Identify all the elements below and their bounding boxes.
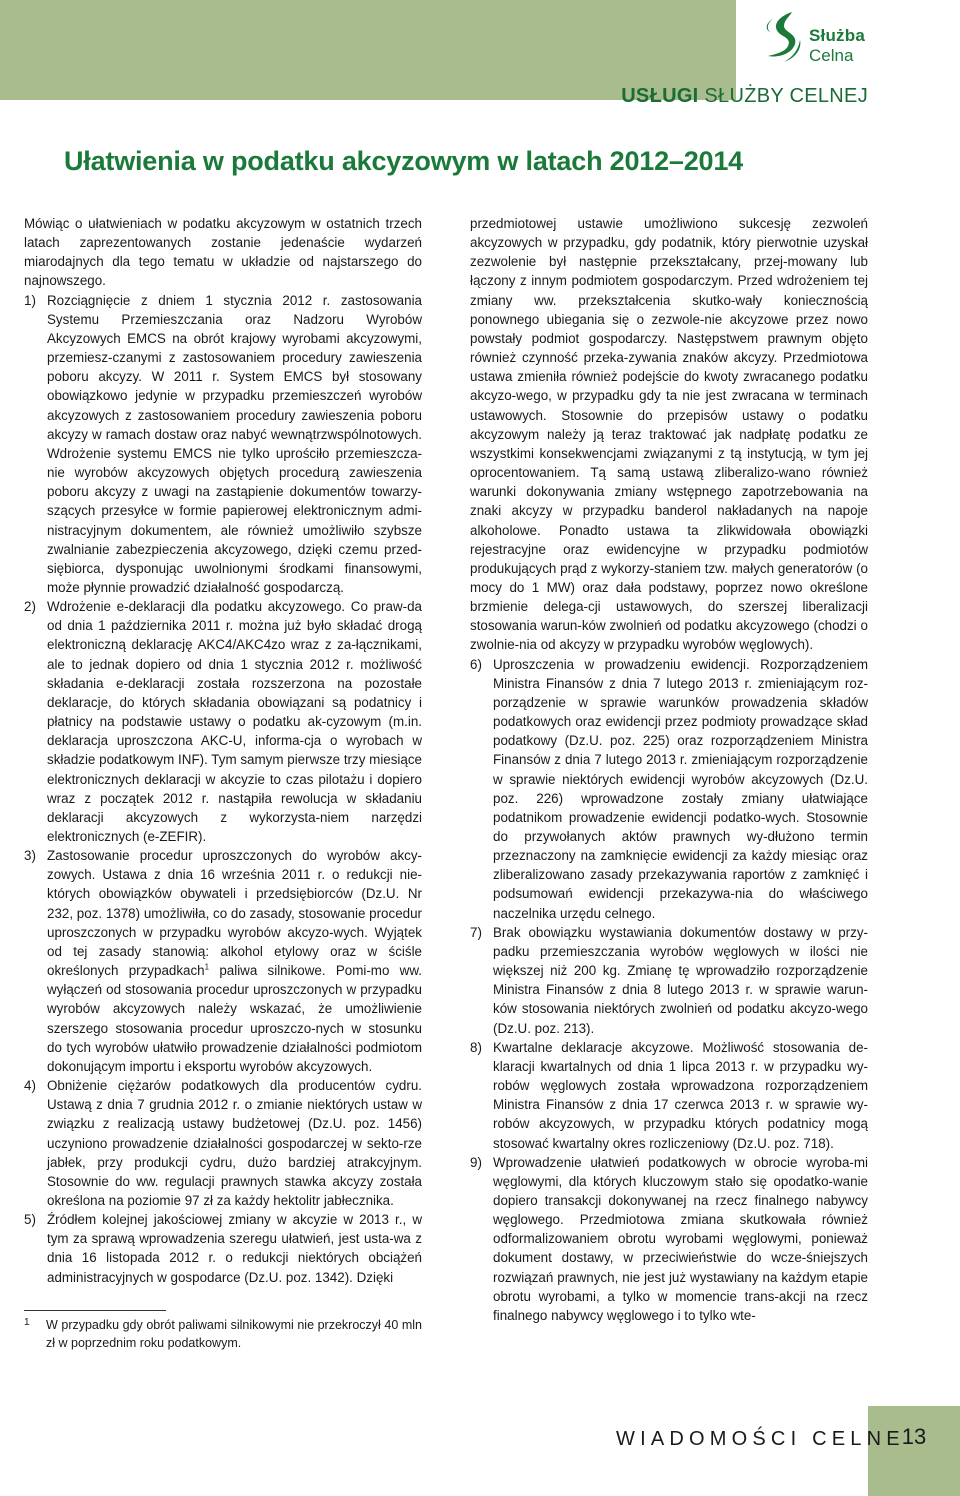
magazine-name: WIADOMOŚCI CELNE xyxy=(616,1428,905,1450)
section-label xyxy=(621,85,868,108)
list-number: 4) xyxy=(24,1078,36,1094)
list-text: Brak obowiązku wystawiania dokumentów dostawy w przy-padku przemieszczania wyrobów węglowych w ilości nie większej niż 200 kg. Zmianę tę wprowadziło rozporządzenie Ministra Finansów z dnia 8 lutego 2013 r. w sprawie warun-ków stosowania niektórych zwolnień od podatku akcyzo-wego (Dz.U. poz. 213). xyxy=(493,924,868,1036)
footnote-mark: 1 xyxy=(24,1317,30,1328)
page-number: 13 xyxy=(901,1424,927,1449)
list-number: 8) xyxy=(470,1039,482,1055)
list-text: Wdrożenie e-deklaracji dla podatku akcyzowego. Co praw-da od dnia 1 października 2011 r. można już było składać drogą elektroniczną deklarację AKC4/AKC4zo wraz z za-łącznikami, ale to jednak dopiero od dnia 1 stycznia 2012 r. możliwość składania e-deklaracji została rozszerzona na pozostałe deklaracje, do których składania obowiązani są podatnicy i płatnicy na podstawie ustawy o podatku ak-cyzowym (m.in. deklaracja uproszczona AKC-U, informa-cja o wyrobach w składzie podatkowym INF). Tym samym pierwsze trzy miesiące elektronicznych deklaracji w akcyzie to czas pilotażu i dopiero wraz z początek 2012 r. nastąpiła rewolucja w składaniu deklaracji akcyzowych z wykorzysta-niem narzędzi elektronicznych (e-ZEFIR). xyxy=(47,599,422,844)
footnote-divider xyxy=(24,1310,166,1311)
list-item xyxy=(24,1076,422,1210)
section-label-bold: USŁUGI xyxy=(621,85,699,107)
list-text: Zastosowanie procedur uproszczonych do wyrobów akcy-zowych. Ustawa z dnia 16 września 2011 r. o redukcji nie-których obowiązków obywateli i przedsiębiorców (Dz.U. Nr 232, poz. 1378) umożliwiła, co do zasady, stosowanie procedur uproszczonych w przypadku wyrobów akcyzo-wych. Wyjątek od tej zasady stanowią: alkohol etylowy oraz w ściśle określonych przypadkach xyxy=(47,848,422,979)
list-text: Wprowadzenie ułatwień podatkowych w obrocie wyroba-mi węglowymi, dla których kluczowym stało się opodatko-wanie dopiero transakcji dokonywanej na rzecz finalnego nabywcy węglowego. Przedmiotowa zmiana skutkowała również odformalizowaniem obrotu wyrobami węglowymi, ponieważ dokument dostawy, w przeciwieństwie do wcze-śniejszych rozwiązań prawnych, nie jest już wystawiany na każdym etapie obrotu wyrobami, a tylko w momencie trans-akcji na rzecz finalnego nabywcy węglowego i to tylko wte- xyxy=(493,1154,868,1323)
footnote-ref: 1 xyxy=(204,962,210,972)
left-column xyxy=(24,214,422,1287)
intro-paragraph: Mówiąc o ułatwieniach w podatku akcyzowym w ostatnich trzech latach zaprezentowanych zostanie jedenaście wydarzeń miarodajnych dla tego tematu w układzie od najstarszego do najnowszego. xyxy=(24,216,422,289)
list-item xyxy=(24,291,422,598)
list-text-cont: paliwa silnikowe. Pomi-mo ww. wyłączeń od stosowania procedur uproszczonych w przypadku wyrobów akcyzowych należy wskazać, że umożliwienie szerszego stosowania procedur uproszczo-nych w stosunku do tych wyrobów ułatwiło prowadzenie działalności podmiotom dokonującym importu i eksportu wyrobów akcyzowych. xyxy=(47,963,422,1074)
footer-band xyxy=(868,1406,960,1496)
right-column xyxy=(470,214,868,1325)
list-number: 5) xyxy=(24,1212,36,1228)
list-number: 6) xyxy=(470,656,482,672)
list-item xyxy=(24,1210,422,1287)
list-text: Uproszczenia w prowadzeniu ewidencji. Rozporządzeniem Ministra Finansów z dnia 7 lutego 2013 r. zmieniającym roz-porządzenie w sprawie warunków prowadzenia składów podatkowych oraz ewidencji przez podmioty prowadzące skład podatkowy (Dz.U. poz. 225) oraz rozporządzeniem Ministra Finansów z dnia 7 lutego 2013 r. zmieniającym rozporządzenie w sprawie niektórych ewidencji wyrobów akcyzowych (Dz.U. poz. 226) wprowadzone zostały zmiany ułatwiające podatnikom prowadzenie ewidencji podatko-wych. Stosownie do przywołanych aktów prawnych wy-dłużono termin przeznaczony na zamknięcie ewidencji za każdy miesiąc oraz zliberalizowano zasady przekazywania raportów z zamknięć i podsumowań ewidencji przekazywa-nia do właściwego naczelnika urzędu celnego. xyxy=(493,656,868,921)
list-text: Obniżenie ciężarów podatkowych dla producentów cydru. Ustawą z dnia 7 grudnia 2012 r. o zmianie niektórych ustaw w związku z realizacją ustawy budżetowej (Dz.U. poz. 1456) uczyniono prowadzenie działalności gospodarczej w sekto-rze jabłek, przy produkcji cydru, dużo bardziej atrakcyjnym. Stosownie do ww. regulacji prawnych stawka akcyzy została określona na poziomie 97 zł za każdy hektolitr jabłecznika. xyxy=(47,1078,422,1208)
sluzba-celna-logo-icon xyxy=(762,10,804,66)
list-number: 9) xyxy=(470,1154,482,1170)
list-text: Źródłem kolejnej jakościowej zmiany w akcyzie w 2013 r., w tym za sprawą wprowadzenia szeregu ułatwień, jest usta-wa z dnia 16 listopada 2012 r. o redukcji niektórych obciążeń administracyjnych w gospodarce (Dz.U. poz. 1342). Dzięki xyxy=(47,1212,422,1285)
list-number: 3) xyxy=(24,848,36,864)
section-label-rest: SŁUŻBY CELNEJ xyxy=(698,85,868,107)
list-item xyxy=(470,1153,868,1325)
logo-line2: Celna xyxy=(809,46,854,65)
list-number: 2) xyxy=(24,599,36,615)
list-item xyxy=(470,923,868,1038)
list-number: 7) xyxy=(470,924,482,940)
footnote-text: W przypadku gdy obrót paliwami silnikowymi nie przekroczył 40 mln zł w poprzednim roku podatkowym. xyxy=(46,1318,422,1350)
footnote xyxy=(24,1316,422,1352)
list-text: Rozciągnięcie z dniem 1 stycznia 2012 r. zastosowania Systemu Przemieszczania oraz Nadzoru Wyrobów Akcyzowych EMCS na obrót krajowy wyrobami akcyzowymi, przemiesz-czanymi z zastosowaniem procedury zawieszenia poboru akcyzy. W 2011 r. System EMCS był stosowany obowiązkowo jedynie w przypadku przemieszczeń wyrobów akcyzowych z zastosowaniem procedury zawieszenia poboru akcyzy w ramach dostaw oraz nabyć wewnątrzwspólnotowych. Wdrożenie systemu EMCS nie tylko uprościło przemieszcza-nie wyrobów akcyzowych objętych procedurą zawieszenia poboru akcyzy z uwagi na zastąpienie dokumentów towarzy-szących przesyłce w formie papierowej elektronicznym admi-nistracyjnym dokumentem, ale również umożliwiło szybsze zwalnianie zabezpieczenia akcyzowego, dzięki czemu przed-siębiorca, dysponując uwolnionymi środkami finansowymi, może płynnie prowadzić działalność gospodarczą. xyxy=(47,292,422,595)
continued-paragraph: przedmiotowej ustawie umożliwiono sukcesję zezwoleń akcyzowych w przypadku, gdy podatnik, który pierwotnie uzyskał zezwolenie był następnie przekształcany, przej-mowany lub łączony z innym podmiotem gospodarczym. Przed wdrożeniem tej zmiany ww. przekształcenia skutko-wały koniecznością ponownego ubiegania się o zezwole-nie akcyzowe przez nowo powstały podmiot gospodarczy. Następstwem prawnym objęto również czynność przeka-zywania znaków akcyzy. Przedmiotowa ustawa zmieniła również podejście do kwoty zwracanego podatku akcyzo-wego, w przypadku gdy ta nie jest zwracana w terminach ustawowych. Stosownie do przepisów ustawy o podatku akcyzowym należy ją teraz traktować jak nadpłatę podatku ze wszystkimi konsekwencjami związanymi z tą instytucją, w tym jej oprocentowaniem. Tą samą ustawą zliberalizo-wano również warunki dokonywania zmiany wstępnego zapotrzebowania na znaki akcyzy w przypadku banderol nakładanych na napoje alkoholowe. Ponadto ustawa ta zlikwidowała obowiązki rejestracyjne oraz ewidencyjne w przypadku podmiotów produkujących prąd z wykorzy-staniem tzw. małych generatorów (o mocy do 1 MW) oraz dała podstawy, poprzez nowo określone brzmienie delega-cji ustawowych, do szerszej liberalizacji stosowania warun-ków zwolnień od podatku akcyzowego (chodzi o zwolnie-nia od akcyzy w przypadku wyrobów węglowych). xyxy=(470,216,868,653)
list-number: 1) xyxy=(24,292,36,308)
list-item xyxy=(470,1038,868,1153)
list-item xyxy=(470,655,868,923)
list-text: Kwartalne deklaracje akcyzowe. Możliwość stosowania de-klaracji kwartalnych od dnia 1 lipca 2013 r. w przypadku wy-robów węglowych została wprowadzona rozporządzeniem Ministra Finansów z dnia 17 czerwca 2013 r. w sprawie wy-robów akcyzowych, w przypadku których podatnicy mogą stosować kwartalny okres rozliczeniowy (Dz.U. poz. 718). xyxy=(493,1039,868,1151)
list-item xyxy=(24,597,422,846)
article-title: Ułatwienia w podatku akcyzowym w latach 2012–2014 xyxy=(64,146,744,176)
logo-line1: Służba xyxy=(809,26,865,45)
list-item xyxy=(24,846,422,1076)
